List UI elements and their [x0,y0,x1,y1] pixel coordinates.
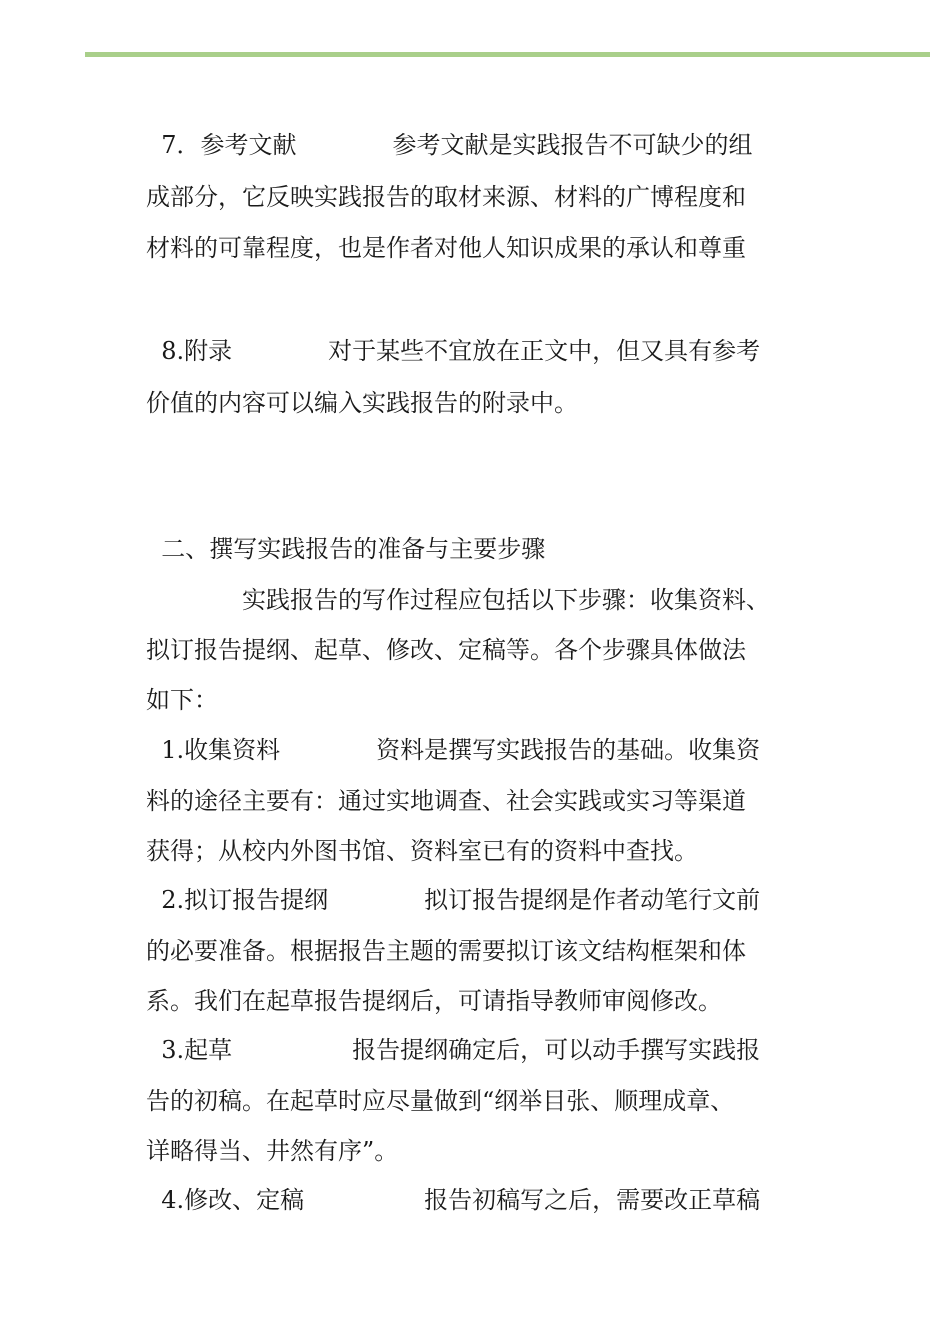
text-line: 成部分，它反映实践报告的取材来源、材料的广博程度和 [146,183,746,211]
text-line: 获得；从校内外图书馆、资料室已有的资料中查找。 [146,837,698,865]
text-line: 3.起草 报告提纲确定后，可以动手撰写实践报 [146,1036,761,1064]
text-line: 2.拟订报告提纲 拟订报告提纲是作者动笔行文前 [146,886,761,914]
text-line: 8.附录 对于某些不宜放在正文中，但又具有参考 [146,337,761,365]
text-line: 1.收集资料 资料是撰写实践报告的基础。收集资 [146,736,761,764]
text-line: 价值的内容可以编入实践报告的附录中。 [146,389,578,417]
section-heading: 二、撰写实践报告的准备与主要步骤 [146,535,546,563]
text-line: 系。我们在起草报告提纲后，可请指导教师审阅修改。 [146,987,722,1015]
text-line: 7．参考文献 参考文献是实践报告不可缺少的组 [146,131,753,159]
text-line: 的必要准备。根据报告主题的需要拟订该文结构框架和体 [146,937,746,965]
text-line: 告的初稿。在起草时应尽量做到“纲举目张、顺理成章、 [146,1087,735,1115]
text-line: 如下： [146,686,218,714]
text-line: 4.修改、定稿 报告初稿写之后，需要改正草稿 [146,1186,761,1214]
text-line: 实践报告的写作过程应包括以下步骤：收集资料、 [146,586,770,614]
header-rule [85,52,930,57]
text-line: 详略得当、井然有序”。 [146,1137,399,1165]
text-line: 料的途径主要有：通过实地调查、社会实践或实习等渠道 [146,787,746,815]
text-line: 材料的可靠程度，也是作者对他人知识成果的承认和尊重 [146,234,746,262]
text-line: 拟订报告提纲、起草、修改、定稿等。各个步骤具体做法 [146,636,746,664]
